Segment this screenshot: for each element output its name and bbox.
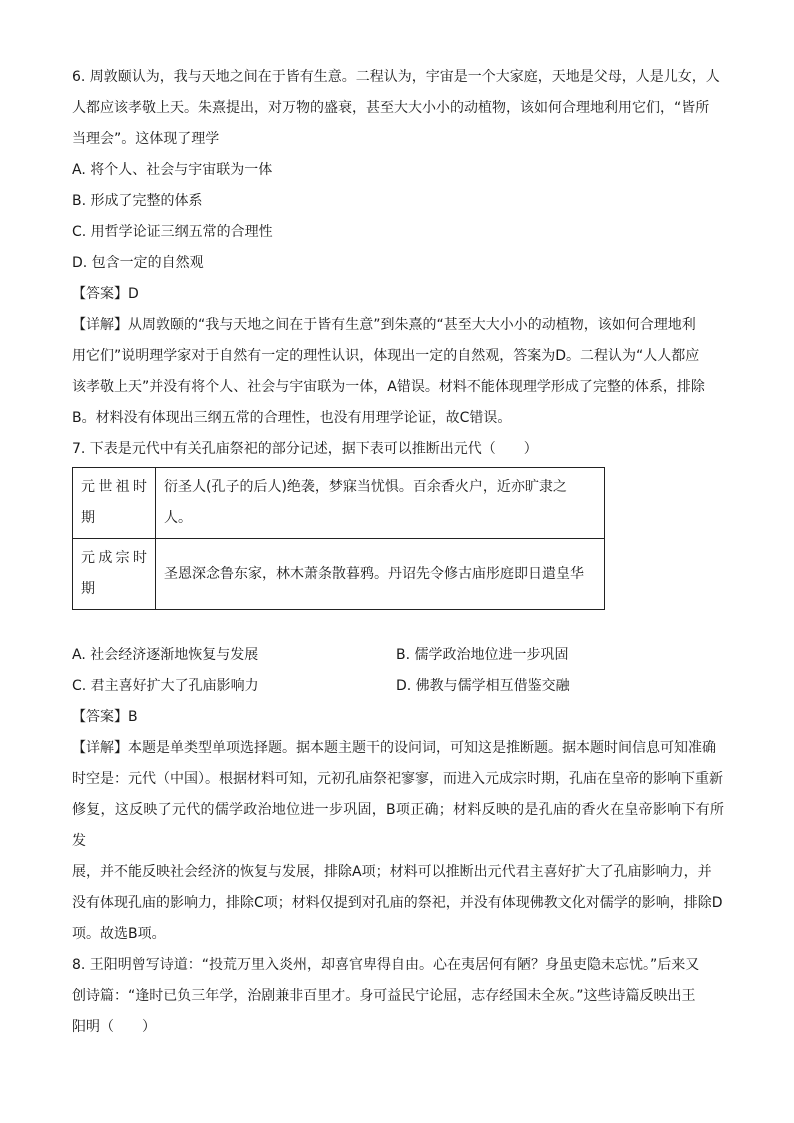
q6-detail-line-3: 该孝敬上天”并没有将个人、社会与宇宙联为一体，A错误。材料不能体现理学形成了完整的体系，排除 [72,379,705,395]
q7-detail-line-6: 项。故选B项。 [72,926,166,942]
q6-option-c: C. 用哲学论证三纲五常的合理性 [72,224,273,240]
q7-detail-line-4: 展，并不能反映社会经济的恢复与发展，排除A项；材料可以推断出元代君主喜好扩大了孔庙影响力，并 [72,864,712,880]
q7-detail-line-1: 【详解】本题是单类型单项选择题。据本题主题干的设问词，可知这是推断题。据本题时间信息可知准确 [72,740,716,756]
q6-detail-line-1: 【详解】从周敦颐的“我与天地之间在于皆有生意”到朱熹的“甚至大大小小的动植物，该如何合理地利 [72,317,696,333]
q7-option-d: D. 佛教与儒学相互借鉴交融 [396,678,570,694]
q6-detail-line-4: B。材料没有体现出三纲五常的合理性，也没有用理学论证，故C错误。 [72,410,512,426]
q7-table [72,467,605,610]
q7-answer-tag: 【答案】 [72,709,128,725]
q6-answer-value: D [128,286,139,302]
q6-option-a: A. 将个人、社会与宇宙联为一体 [72,162,273,178]
q7-detail-line-2: 时空是：元代（中国）。根据材料可知，元初孔庙祭祀寥寥，而进入元成宗时期，孔庙在皇帝的影响下重新 [72,771,723,787]
q6-answer [72,279,724,310]
table-row [73,539,605,610]
q6-option-d: D. 包含一定的自然观 [72,255,204,271]
q7-option-c: C. 君主喜好扩大了孔庙影响力 [72,678,259,694]
q6-stem-line-2: 人都应该孝敬上天。朱熹提出，对万物的盛衰，甚至大大小小的动植物，该如何合理地利用它们，“皆所 [72,100,710,116]
q7-option-b: B. 儒学政治地位进一步巩固 [396,647,569,663]
table-row [73,468,605,539]
table-period-cell: 元成宗时期 [73,539,156,610]
q7-option-a: A. 社会经济逐渐地恢复与发展 [72,647,259,663]
table-text-cell: 圣恩深念鲁东家，林木萧条散暮鸦。丹诏先令修古庙彤庭即日遣皇华 [156,539,605,610]
q6-answer-tag: 【答案】 [72,286,128,302]
q7-options-row-1 [72,640,724,671]
q7-answer [72,702,724,733]
q8-stem-line-1: 8. 王阳明曾写诗道：“投荒万里入炎州，却喜官卑得自由。心在夷居何有陋？身虽吏隐未忘忧。”后来又 [72,957,700,973]
document-page [72,62,724,1043]
q8-stem-line-3: 阳明（ ） [72,1019,156,1035]
table-text-cell: 衍圣人(孔子的后人)绝袭，梦寐当忧惧。百余香火户，近亦旷隶之人。 [156,468,605,539]
q7-detail-line-3: 修复，这反映了元代的儒学政治地位进一步巩固，B项正确；材料反映的是孔庙的香火在皇帝影响下有所发 [72,802,724,849]
q7-stem: 7. 下表是元代中有关孔庙祭祀的部分记述，据下表可以推断出元代（ ） [72,441,538,457]
q7-detail-line-5: 没有体现孔庙的影响力，排除C项；材料仅提到对孔庙的祭祀，并没有体现佛教文化对儒学的影响，排除D [72,895,723,911]
table-period-cell: 元世祖时期 [73,468,156,539]
q7-answer-value: B [128,709,138,725]
q7-options-row-2 [72,671,724,702]
q6-detail-line-2: 用它们”说明理学家对于自然有一定的理性认识，体现出一定的自然观，答案为D。二程认为“人人都应 [72,348,700,364]
q6-stem-line-1: 6. 周敦颐认为，我与天地之间在于皆有生意。二程认为，宇宙是一个大家庭，天地是父母，人是儿女，人 [72,69,720,85]
q8-stem-line-2: 创诗篇：“逢时已负三年学，治剧兼非百里才。身可益民宁论屈，志存经国未全灰。”这些诗篇反映出王 [72,988,696,1004]
q6-stem-line-3: 当理会”。这体现了理学 [72,131,220,147]
q6-option-b: B. 形成了完整的体系 [72,193,203,209]
